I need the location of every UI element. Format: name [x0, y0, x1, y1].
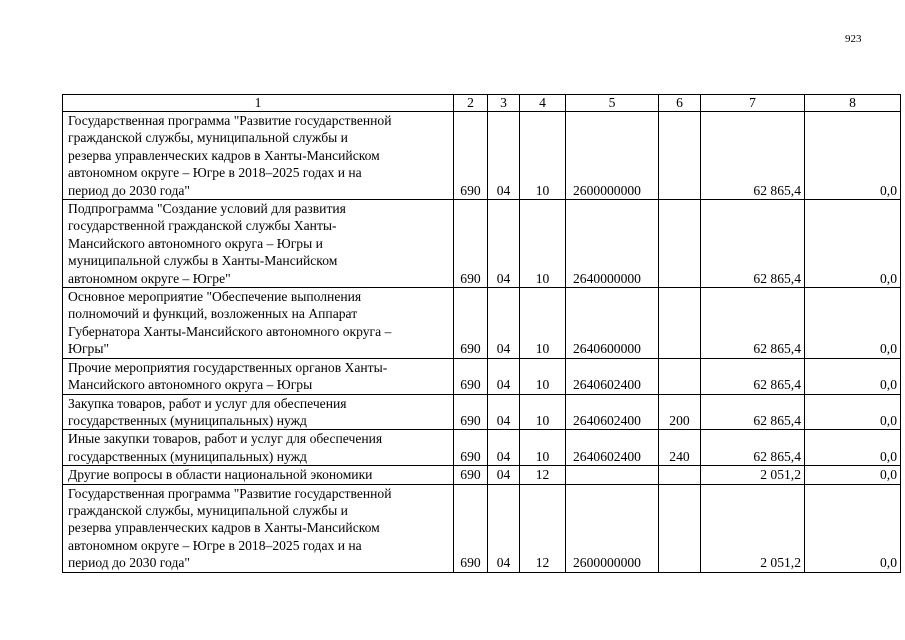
code-cell: 690 [454, 112, 488, 200]
amount-cell: 2 051,2 [701, 466, 805, 484]
description-line: автономном округе – Югре в 2018–2025 годах и на [68, 537, 362, 553]
description-line: Государственная программа "Развитие государственной [68, 485, 392, 501]
description-line: государственных (муниципальных) нужд [68, 448, 307, 464]
expense-type-cell [659, 288, 701, 359]
description-line: государственной гражданской службы Ханты- [68, 218, 337, 234]
description-line: автономном округе – Югре" [68, 270, 231, 286]
description-line: Закупка товаров, работ и услуг для обеспечения [68, 395, 347, 411]
amount-cell: 62 865,4 [701, 288, 805, 359]
description-line: государственных (муниципальных) нужд [68, 412, 307, 428]
header-cell: 5 [566, 95, 659, 112]
target-article-cell: 2640602400 [566, 358, 659, 394]
description-cell [63, 430, 454, 466]
code-cell: 690 [454, 288, 488, 359]
target-article-cell: 2640602400 [566, 430, 659, 466]
description-cell [63, 358, 454, 394]
table-row [63, 112, 901, 200]
expense-type-cell [659, 112, 701, 200]
table-row [63, 288, 901, 359]
subsection-cell: 10 [520, 112, 566, 200]
description-line: Губернатора Ханты-Мансийского автономного округа – [68, 323, 392, 339]
description-line: Прочие мероприятия государственных органов Ханты- [68, 359, 388, 375]
code-cell: 690 [454, 466, 488, 484]
table-row [63, 484, 901, 572]
subsection-cell: 10 [520, 288, 566, 359]
code-cell: 690 [454, 394, 488, 430]
section-cell: 04 [488, 466, 520, 484]
description-line: резерва управленческих кадров в Ханты-Мансийском [68, 520, 380, 536]
expense-type-cell [659, 466, 701, 484]
subsection-cell: 10 [520, 358, 566, 394]
description-line: период до 2030 года" [68, 555, 190, 571]
description-line: полномочий и функций, возложенных на Аппарат [68, 306, 358, 322]
description-cell [63, 466, 454, 484]
subsection-cell: 10 [520, 430, 566, 466]
description-line: Мансийского автономного округа – Югры [68, 377, 313, 393]
description-line: муниципальной службы в Ханты-Мансийском [68, 253, 338, 269]
amount-cell: 0,0 [805, 288, 901, 359]
description-line: гражданской службы, муниципальной службы и [68, 502, 348, 518]
amount-cell: 0,0 [805, 200, 901, 288]
header-cell: 1 [63, 95, 454, 112]
table-row [63, 200, 901, 288]
subsection-cell: 12 [520, 484, 566, 572]
amount-cell: 0,0 [805, 430, 901, 466]
code-cell: 690 [454, 430, 488, 466]
description-cell [63, 288, 454, 359]
header-cell: 7 [701, 95, 805, 112]
expense-type-cell: 240 [659, 430, 701, 466]
section-cell: 04 [488, 288, 520, 359]
section-cell: 04 [488, 200, 520, 288]
description-line: Другие вопросы в области национальной экономики [68, 467, 373, 483]
description-line: Югры" [68, 341, 110, 357]
amount-cell: 0,0 [805, 358, 901, 394]
expense-type-cell [659, 200, 701, 288]
amount-cell: 62 865,4 [701, 358, 805, 394]
header-cell: 3 [488, 95, 520, 112]
description-line: период до 2030 года" [68, 182, 190, 198]
description-line: гражданской службы, муниципальной службы и [68, 130, 348, 146]
target-article-cell: 2640000000 [566, 200, 659, 288]
header-cell: 8 [805, 95, 901, 112]
target-article-cell: 2640600000 [566, 288, 659, 359]
code-cell: 690 [454, 358, 488, 394]
amount-cell: 0,0 [805, 112, 901, 200]
table-row [63, 466, 901, 484]
description-line: Мансийского автономного округа – Югры и [68, 235, 323, 251]
expense-type-cell [659, 484, 701, 572]
table-row [63, 430, 901, 466]
description-line: Государственная программа "Развитие государственной [68, 113, 392, 128]
description-cell [63, 484, 454, 572]
table-row [63, 358, 901, 394]
header-cell: 4 [520, 95, 566, 112]
header-cell: 6 [659, 95, 701, 112]
code-cell: 690 [454, 484, 488, 572]
section-cell: 04 [488, 430, 520, 466]
expense-type-cell: 200 [659, 394, 701, 430]
amount-cell: 62 865,4 [701, 394, 805, 430]
target-article-cell [566, 466, 659, 484]
target-article-cell: 2600000000 [566, 112, 659, 200]
section-cell: 04 [488, 112, 520, 200]
description-cell [63, 394, 454, 430]
page-number: 923 [845, 33, 862, 45]
amount-cell: 62 865,4 [701, 200, 805, 288]
section-cell: 04 [488, 358, 520, 394]
section-cell: 04 [488, 484, 520, 572]
code-cell: 690 [454, 200, 488, 288]
subsection-cell: 10 [520, 394, 566, 430]
description-line: автономном округе – Югре в 2018–2025 годах и на [68, 165, 362, 181]
description-line: Основное мероприятие "Обеспечение выполнения [68, 289, 362, 305]
table-row [63, 394, 901, 430]
amount-cell: 0,0 [805, 466, 901, 484]
target-article-cell: 2600000000 [566, 484, 659, 572]
description-cell [63, 200, 454, 288]
amount-cell: 0,0 [805, 394, 901, 430]
description-cell [63, 112, 454, 200]
budget-table [62, 94, 901, 573]
header-row [63, 95, 901, 112]
description-line: Иные закупки товаров, работ и услуг для обеспечения [68, 431, 383, 447]
description-line: резерва управленческих кадров в Ханты-Мансийском [68, 147, 380, 163]
target-article-cell: 2640602400 [566, 394, 659, 430]
description-line: Подпрограмма "Создание условий для развития [68, 201, 346, 217]
expense-type-cell [659, 358, 701, 394]
header-cell: 2 [454, 95, 488, 112]
amount-cell: 62 865,4 [701, 112, 805, 200]
amount-cell: 62 865,4 [701, 430, 805, 466]
subsection-cell: 10 [520, 200, 566, 288]
section-cell: 04 [488, 394, 520, 430]
amount-cell: 0,0 [805, 484, 901, 572]
amount-cell: 2 051,2 [701, 484, 805, 572]
subsection-cell: 12 [520, 466, 566, 484]
